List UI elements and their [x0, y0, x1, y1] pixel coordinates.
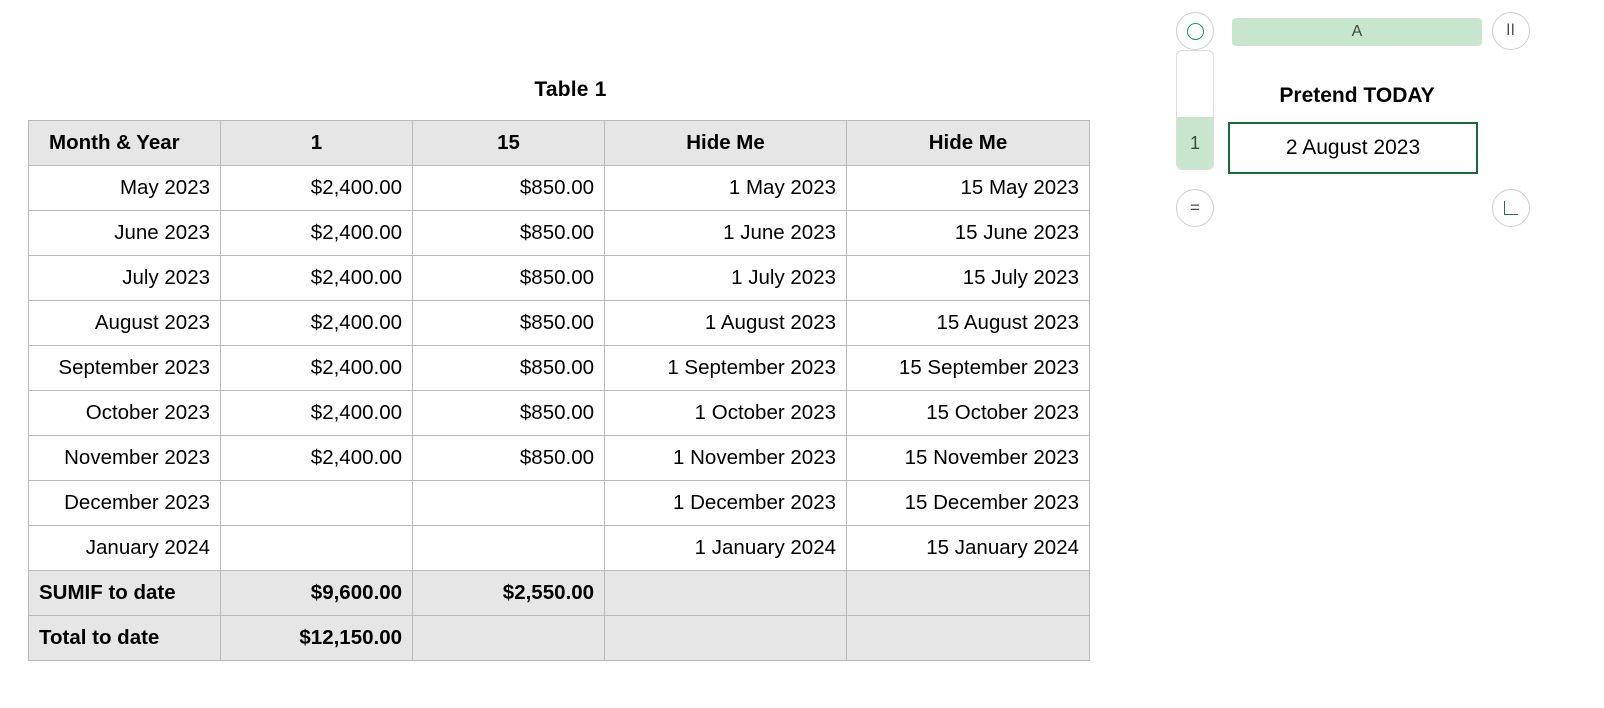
cell-sumif-1[interactable]: $9,600.00	[221, 571, 413, 616]
table-row	[29, 526, 1090, 571]
cell-amount-1[interactable]: $2,400.00	[221, 436, 413, 481]
cell-amount-15[interactable]: $850.00	[413, 391, 605, 436]
cell-amount-1[interactable]: $2,400.00	[221, 391, 413, 436]
cell-amount-1[interactable]	[221, 481, 413, 526]
cell-amount-15[interactable]: $850.00	[413, 301, 605, 346]
cell-date-1[interactable]: 1 June 2023	[605, 211, 847, 256]
cell-date-1[interactable]: 1 January 2024	[605, 526, 847, 571]
total-to-date-row	[29, 616, 1090, 661]
pause-icon[interactable]	[1492, 12, 1530, 50]
cell-total-value[interactable]: $12,150.00	[221, 616, 413, 661]
cell-date-15[interactable]: 15 November 2023	[847, 436, 1090, 481]
table-row	[29, 166, 1090, 211]
cell-date-15[interactable]: 15 August 2023	[847, 301, 1090, 346]
corner-handle-glyph	[1504, 201, 1518, 215]
table-row	[29, 436, 1090, 481]
pretend-today-cell[interactable]	[1228, 122, 1478, 174]
row-header-1-label: 1	[1177, 117, 1213, 169]
table-row	[29, 481, 1090, 526]
secondary-table-panel	[1170, 0, 1604, 708]
cell-amount-15[interactable]: $850.00	[413, 436, 605, 481]
column-header-a[interactable]	[1232, 18, 1482, 46]
cell-amount-15[interactable]: $850.00	[413, 256, 605, 301]
pause-glyph: ll	[1506, 22, 1516, 39]
table-area	[28, 78, 1113, 661]
cell-sumif-label[interactable]: SUMIF to date	[29, 571, 221, 616]
cell-amount-1[interactable]	[221, 526, 413, 571]
cell-date-15[interactable]: 15 July 2023	[847, 256, 1090, 301]
cell-date-1[interactable]: 1 July 2023	[605, 256, 847, 301]
cell-amount-15[interactable]	[413, 526, 605, 571]
cell-amount-15[interactable]: $850.00	[413, 166, 605, 211]
cell-amount-1[interactable]: $2,400.00	[221, 346, 413, 391]
cell-amount-1[interactable]: $2,400.00	[221, 211, 413, 256]
column-header-month-year[interactable]: Month & Year	[29, 121, 221, 166]
pretend-today-value: 2 August 2023	[1285, 136, 1421, 159]
cell-month[interactable]: May 2023	[29, 166, 221, 211]
cell-date-15[interactable]: 15 December 2023	[847, 481, 1090, 526]
table-row	[29, 211, 1090, 256]
cell-amount-1[interactable]: $2,400.00	[221, 301, 413, 346]
table-row	[29, 301, 1090, 346]
cell-date-1[interactable]: 1 November 2023	[605, 436, 847, 481]
cell-month[interactable]: November 2023	[29, 436, 221, 481]
sumif-to-date-row	[29, 571, 1090, 616]
cell-month[interactable]: December 2023	[29, 481, 221, 526]
column-header-1[interactable]: 1	[221, 121, 413, 166]
cell-total-blank-a[interactable]	[413, 616, 605, 661]
column-header-hide-me-a[interactable]: Hide Me	[605, 121, 847, 166]
cell-amount-1[interactable]: $2,400.00	[221, 166, 413, 211]
cell-sumif-blank-a[interactable]	[605, 571, 847, 616]
cell-amount-15[interactable]	[413, 481, 605, 526]
cell-date-1[interactable]: 1 May 2023	[605, 166, 847, 211]
cell-total-label[interactable]: Total to date	[29, 616, 221, 661]
cell-month[interactable]: August 2023	[29, 301, 221, 346]
equals-glyph: =	[1190, 198, 1200, 217]
cell-month[interactable]: July 2023	[29, 256, 221, 301]
cell-month[interactable]: June 2023	[29, 211, 221, 256]
corner-handle-icon[interactable]	[1492, 189, 1530, 227]
cell-amount-15[interactable]: $850.00	[413, 346, 605, 391]
table-row	[29, 346, 1090, 391]
cell-month[interactable]: September 2023	[29, 346, 221, 391]
data-table	[28, 120, 1090, 661]
record-circle-glyph	[1187, 23, 1204, 40]
cell-month[interactable]: January 2024	[29, 526, 221, 571]
cell-date-15[interactable]: 15 January 2024	[847, 526, 1090, 571]
cell-date-1[interactable]: 1 August 2023	[605, 301, 847, 346]
record-circle-icon[interactable]	[1176, 12, 1214, 50]
cell-month[interactable]: October 2023	[29, 391, 221, 436]
table-row	[29, 256, 1090, 301]
equals-icon[interactable]	[1176, 189, 1214, 227]
cell-date-1[interactable]: 1 September 2023	[605, 346, 847, 391]
cell-date-15[interactable]: 15 June 2023	[847, 211, 1090, 256]
column-header-hide-me-b[interactable]: Hide Me	[847, 121, 1090, 166]
column-header-a-label: A	[1351, 23, 1363, 40]
row-header-track[interactable]	[1176, 50, 1214, 170]
cell-sumif-15[interactable]: $2,550.00	[413, 571, 605, 616]
column-header-15[interactable]: 15	[413, 121, 605, 166]
cell-total-blank-c[interactable]	[847, 616, 1090, 661]
pretend-today-label: Pretend TODAY	[1279, 84, 1435, 107]
cell-total-blank-b[interactable]	[605, 616, 847, 661]
cell-sumif-blank-b[interactable]	[847, 571, 1090, 616]
cell-date-1[interactable]: 1 October 2023	[605, 391, 847, 436]
cell-date-1[interactable]: 1 December 2023	[605, 481, 847, 526]
table-title: Table 1	[534, 78, 607, 101]
cell-amount-15[interactable]: $850.00	[413, 211, 605, 256]
cell-date-15[interactable]: 15 October 2023	[847, 391, 1090, 436]
table-header-row	[29, 121, 1090, 166]
cell-date-15[interactable]: 15 May 2023	[847, 166, 1090, 211]
cell-date-15[interactable]: 15 September 2023	[847, 346, 1090, 391]
cell-amount-1[interactable]: $2,400.00	[221, 256, 413, 301]
table-row	[29, 391, 1090, 436]
